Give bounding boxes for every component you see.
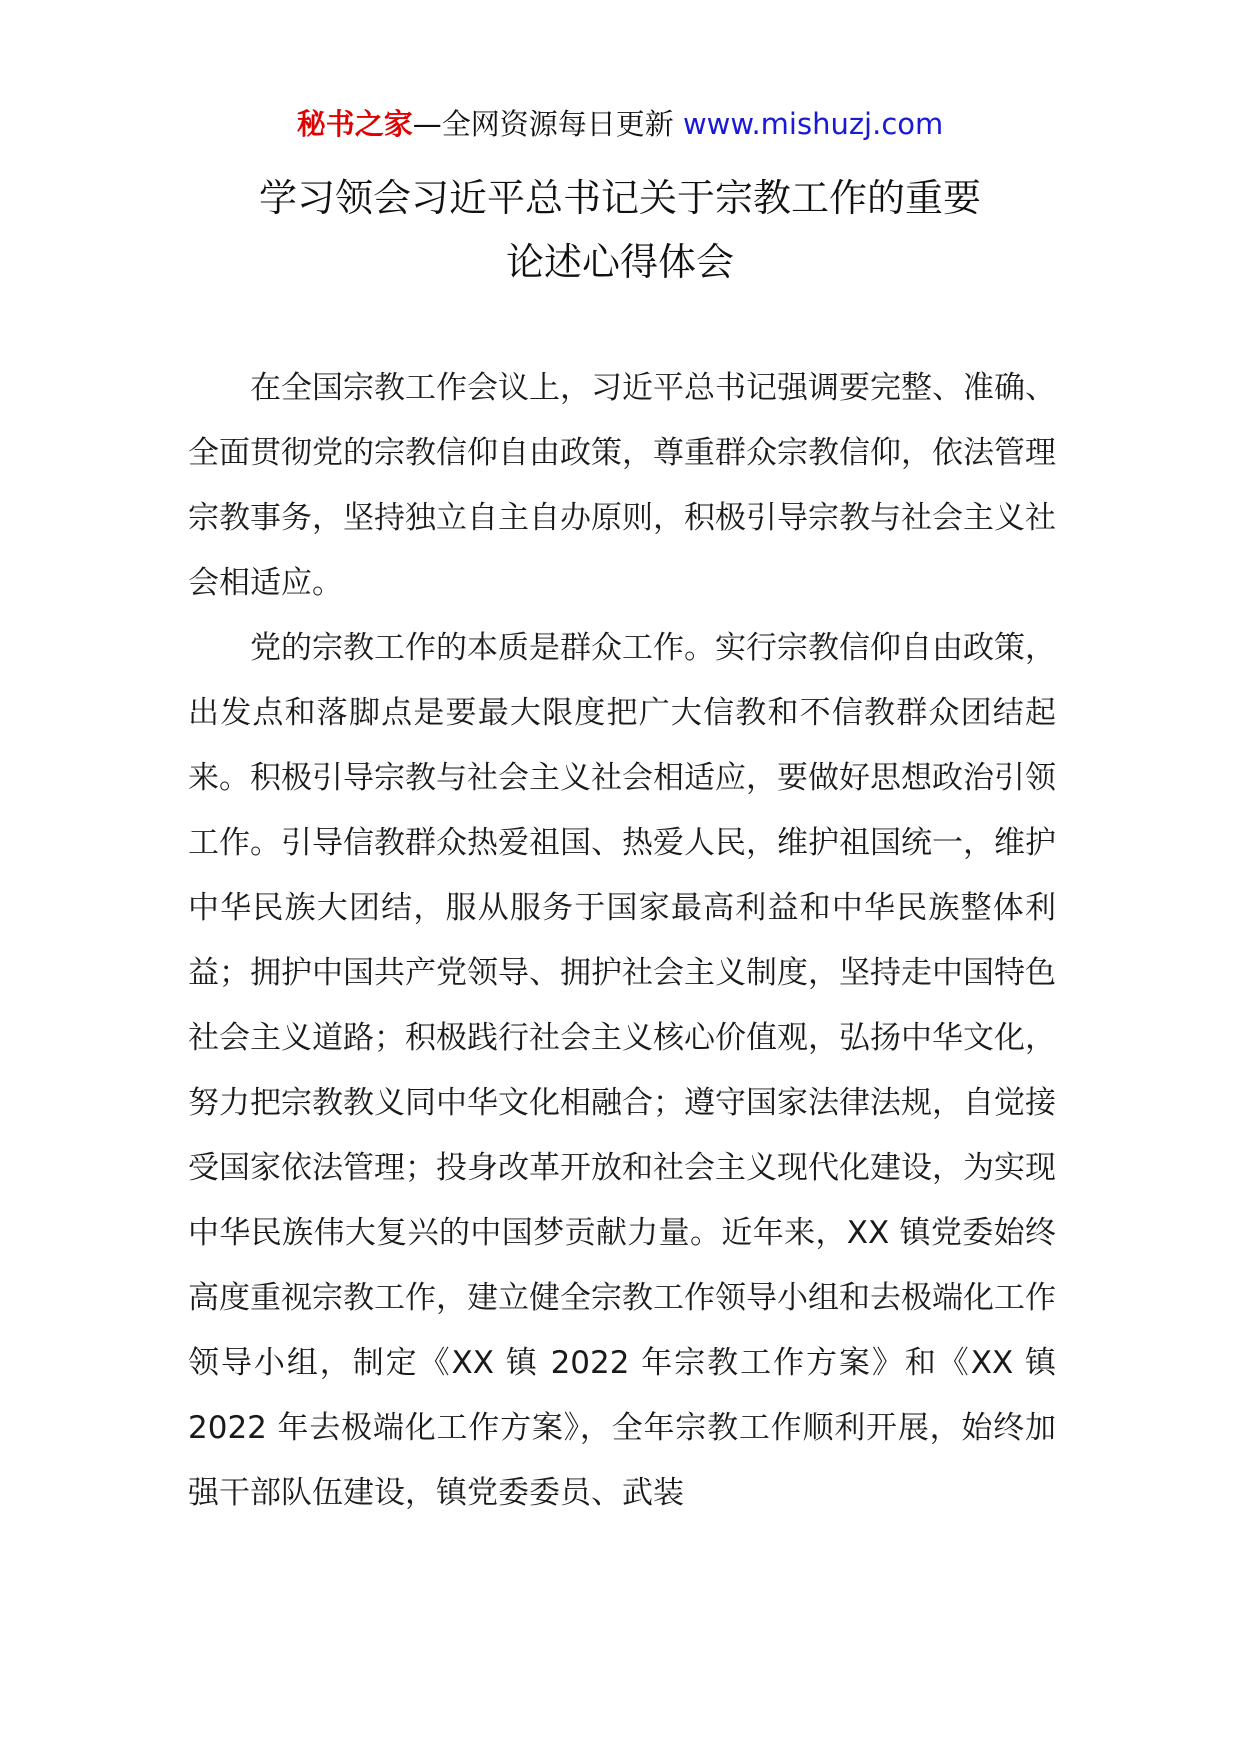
document-title-line-2: 论述心得体会 xyxy=(505,240,734,284)
header-tagline: —全网资源每日更新 xyxy=(412,107,674,141)
document-body xyxy=(188,356,1056,1526)
body-paragraph-2: 党的宗教工作的本质是群众工作。实行宗教信仰自由政策，出发点和落脚点是要最大限度把广大信教和不信教群众团结起来。积极引导宗教与社会主义社会相适应，要做好思想政治引领工作。引导信教群众热爱祖国、热爱人民，维护祖国统一，维护中华民族大团结，服从服务于国家最高利益和中华民族整体利益；拥护中国共产党领导、拥护社会主义制度，坚持走中国特色社会主义道路；积极践行社会主义核心价值观，弘扬中华文化，努力把宗教教义同中华文化相融合；遵守国家法律法规，自觉接受国家依法管理；投身改革开放和社会主义现代化建设，为实现中华民族伟大复兴的中国梦贡献力量。近年来，XX 镇党委始终高度重视宗教工作，建立健全宗教工作领导小组和去极端化工作领导小组，制定《XX 镇 2022 年宗教工作方案》和《XX 镇 2022 年去极端化工作方案》，全年宗教工作顺利开展，始终加强干部队伍建设，镇党委委员、武装 xyxy=(188,630,1056,1511)
body-paragraph-1: 在全国宗教工作会议上，习近平总书记强调要完整、准确、全面贯彻党的宗教信仰自由政策，尊重群众宗教信仰，依法管理宗教事务，坚持独立自主自办原则，积极引导宗教与社会主义社会相适应。 xyxy=(188,370,1056,601)
site-header xyxy=(0,104,1240,144)
brand-name: 秘书之家 xyxy=(296,107,413,141)
document-title xyxy=(0,166,1240,294)
document-title-line-1: 学习领会习近平总书记关于宗教工作的重要 xyxy=(258,176,981,220)
site-url-link[interactable]: www.mishuzj.com xyxy=(682,107,944,141)
